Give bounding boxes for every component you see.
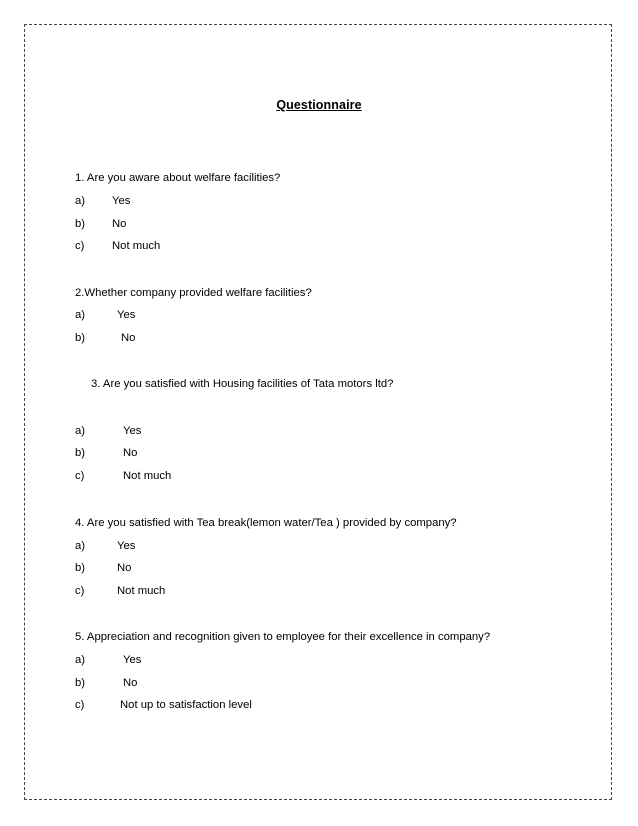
question-3-option-a-letter: a) xyxy=(75,425,86,437)
question-3-text: 3. Are you satisfied with Housing facilities of Tata motors ltd? xyxy=(91,378,394,390)
question-4-option-c-text: Not much xyxy=(117,585,166,597)
question-1-text: 1. Are you aware about welfare facilities? xyxy=(75,172,281,184)
question-5-option-c-letter: c) xyxy=(75,699,85,711)
question-1-option-c-letter: c) xyxy=(75,240,85,252)
question-4-text: 4. Are you satisfied with Tea break(lemon water/Tea ) provided by company? xyxy=(75,517,457,529)
question-1-option-c-text: Not much xyxy=(112,240,161,252)
question-3-option-a-text: Yes xyxy=(123,425,142,437)
question-5-option-b-text: No xyxy=(123,677,138,689)
question-4-option-a-letter: a) xyxy=(75,540,86,552)
question-2-option-b-letter: b) xyxy=(75,332,86,344)
question-4-option-a-text: Yes xyxy=(117,540,136,552)
question-4-option-c-letter: c) xyxy=(75,585,85,597)
question-3-option-c-letter: c) xyxy=(75,470,85,482)
question-2-text: 2.Whether company provided welfare facilities? xyxy=(75,287,312,299)
question-5-option-a-letter: a) xyxy=(75,654,86,666)
question-5-option-c-text: Not up to satisfaction level xyxy=(120,699,252,711)
question-2-option-b-text: No xyxy=(121,332,136,344)
question-1-option-b-letter: b) xyxy=(75,218,86,230)
question-1-option-b-text: No xyxy=(112,218,127,230)
question-1-option-a-letter: a) xyxy=(75,195,86,207)
question-2-option-a-text: Yes xyxy=(117,309,136,321)
question-4-option-b-text: No xyxy=(117,562,132,574)
question-4-option-b-letter: b) xyxy=(75,562,86,574)
page-border xyxy=(24,24,612,800)
question-1-option-a-text: Yes xyxy=(112,195,131,207)
question-3-option-b-text: No xyxy=(123,447,138,459)
question-2-option-a-letter: a) xyxy=(75,309,86,321)
question-3-option-c-text: Not much xyxy=(123,470,172,482)
question-3-option-b-letter: b) xyxy=(75,447,86,459)
question-5-option-b-letter: b) xyxy=(75,677,86,689)
page-title: Questionnaire xyxy=(276,98,362,112)
question-5-text: 5. Appreciation and recognition given to employee for their excellence in company? xyxy=(75,631,491,643)
question-5-option-a-text: Yes xyxy=(123,654,142,666)
